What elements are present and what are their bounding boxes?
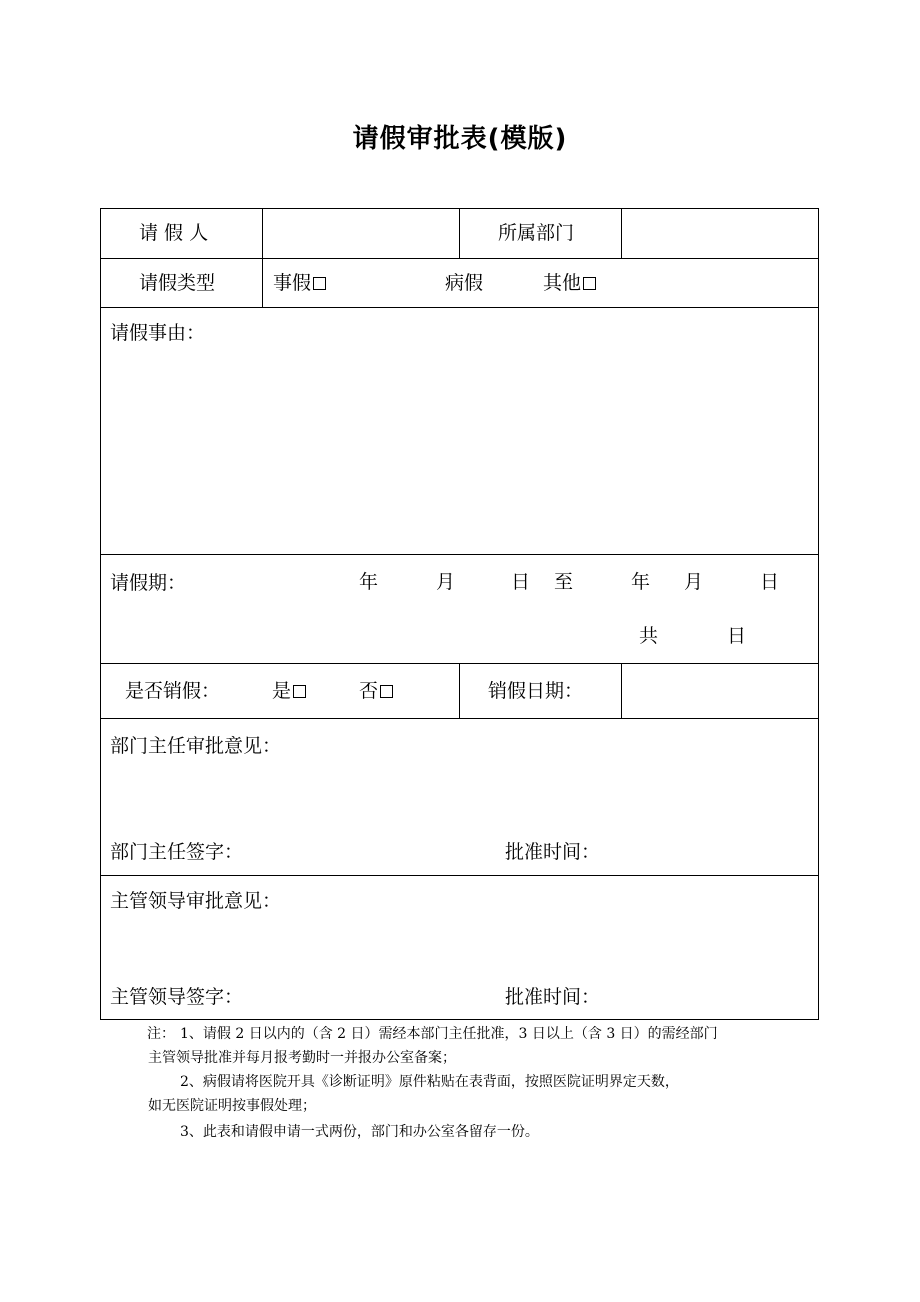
col-divider: [459, 663, 460, 718]
leave-type-sick[interactable]: 病假: [445, 272, 484, 294]
leave-type-other-label: 其他: [543, 272, 582, 294]
total-label: 共: [639, 625, 659, 647]
cancel-label: 是否销假：: [125, 680, 221, 702]
note-line: 3、此表和请假申请一式两份，部门和办公室各留存一份。: [180, 1124, 539, 1140]
leave-approval-form: [100, 208, 819, 1020]
supervisor-signature-label: 主管领导签字：: [110, 986, 244, 1008]
applicant-label: 请 假 人: [139, 222, 209, 244]
leave-type-other[interactable]: [543, 274, 596, 293]
row-divider: [101, 875, 818, 876]
note-line: 2、病假请将医院开具《诊断证明》原件粘贴在表背面，按照医院证明界定天数，: [180, 1074, 679, 1090]
leave-type-personal-label: 事假: [273, 272, 312, 294]
reason-field[interactable]: [102, 349, 818, 552]
row-divider: [101, 307, 818, 308]
cancel-yes-label: 是: [272, 680, 292, 702]
cancel-date-label: 销假日期：: [488, 680, 584, 702]
supervisor-time-label: 批准时间：: [505, 986, 601, 1008]
end-year-unit: 年: [631, 571, 651, 593]
checkbox-icon[interactable]: [583, 277, 596, 290]
row-divider: [101, 554, 818, 555]
note-line: 主管领导批准并每月报考勤时一并报办公室备案；: [148, 1050, 456, 1066]
start-month-unit: 月: [436, 571, 456, 593]
cancel-no-label: 否: [359, 680, 379, 702]
page-title: 请假审批表(模版): [352, 124, 568, 154]
end-day-unit: 日: [760, 571, 780, 593]
col-divider: [621, 209, 622, 258]
period-label: 请假期：: [110, 572, 187, 594]
end-month-unit: 月: [684, 571, 704, 593]
col-divider: [262, 209, 263, 307]
row-divider: [101, 258, 818, 259]
cancel-no[interactable]: [359, 682, 393, 701]
reason-label: 请假事由：: [110, 322, 206, 344]
dept-head-signature-label: 部门主任签字：: [110, 841, 244, 863]
start-day-unit: 日: [511, 571, 531, 593]
col-divider: [621, 663, 622, 718]
checkbox-icon[interactable]: [293, 685, 306, 698]
department-label: 所属部门: [498, 222, 575, 244]
cancel-yes[interactable]: [272, 682, 306, 701]
applicant-field[interactable]: [264, 210, 458, 257]
dept-head-time-label: 批准时间：: [505, 841, 601, 863]
supervisor-opinion-label: 主管领导审批意见：: [110, 890, 282, 912]
col-divider: [459, 209, 460, 258]
checkbox-icon[interactable]: [380, 685, 393, 698]
leave-type-personal[interactable]: [273, 274, 326, 293]
department-field[interactable]: [623, 210, 817, 257]
dept-head-opinion-field[interactable]: [102, 761, 818, 837]
cancel-date-field[interactable]: [623, 665, 817, 717]
period-to: 至: [554, 571, 574, 593]
supervisor-opinion-field[interactable]: [102, 917, 818, 985]
row-divider: [101, 718, 818, 719]
total-day-unit: 日: [727, 625, 747, 647]
checkbox-icon[interactable]: [313, 277, 326, 290]
leave-type-label: 请假类型: [139, 272, 216, 294]
note-line: 如无医院证明按事假处理；: [148, 1098, 316, 1114]
note-line: 1、请假 2 日以内的（含 2 日）需经本部门主任批准，3 日以上（含 3 日）的需经部门: [180, 1026, 718, 1042]
start-year-unit: 年: [359, 571, 379, 593]
notes-prefix: 注：: [147, 1026, 175, 1042]
dept-head-opinion-label: 部门主任审批意见：: [110, 735, 282, 757]
